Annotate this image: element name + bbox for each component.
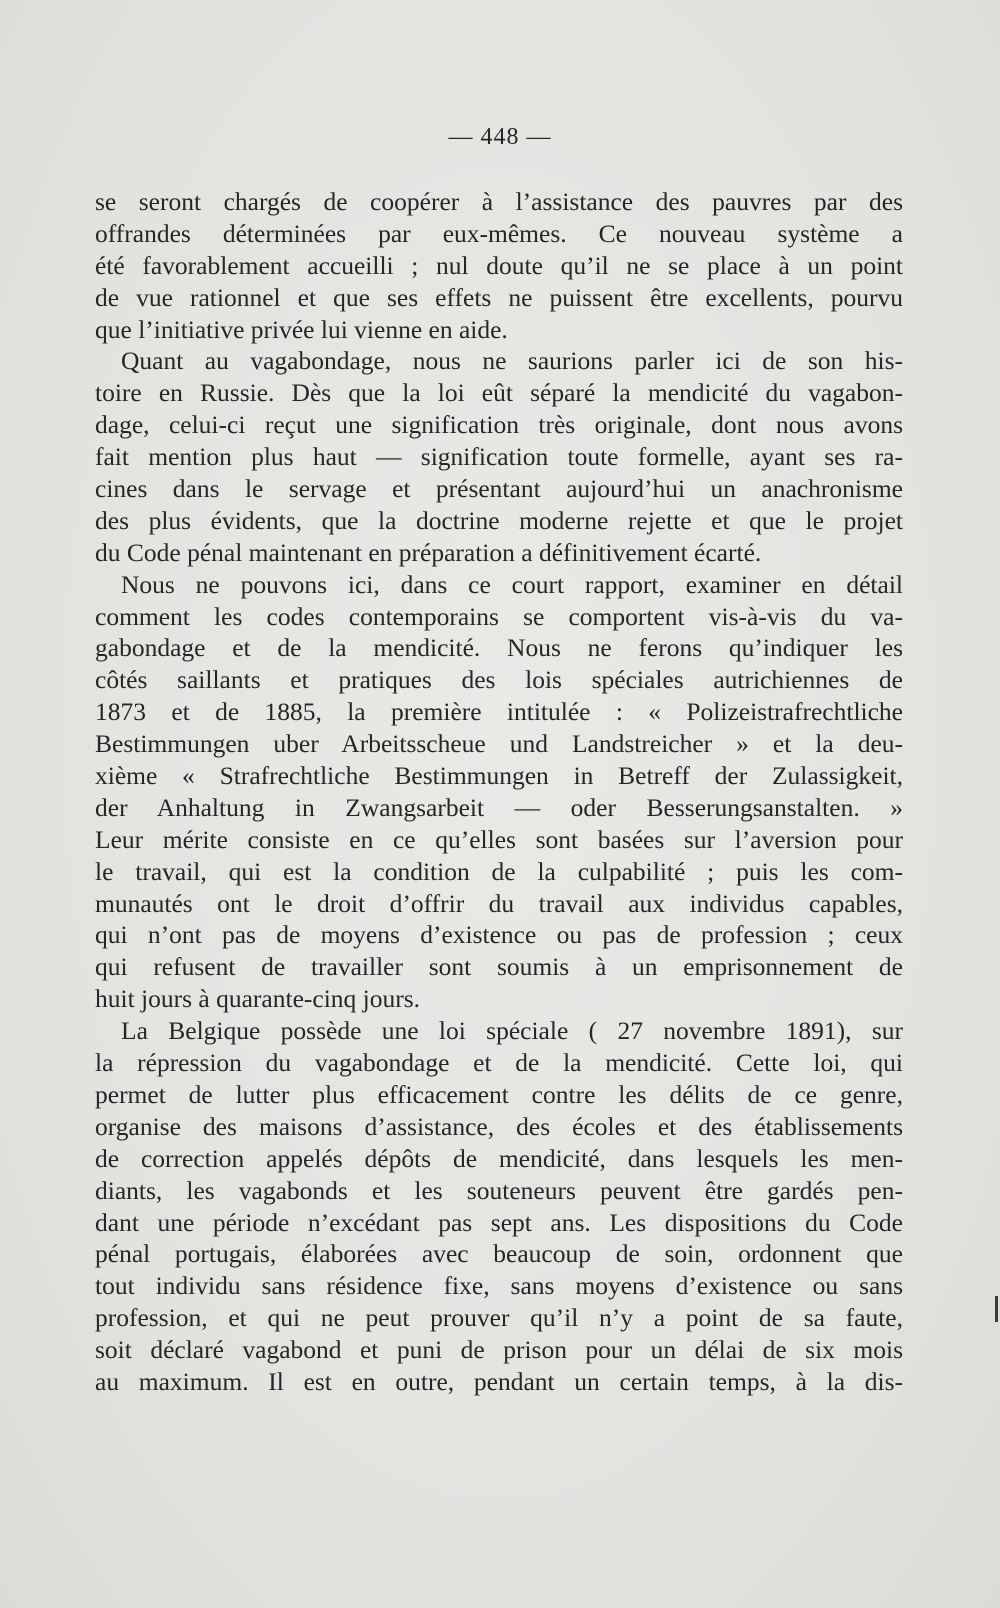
text-line: huit jours à quarante-cinq jours. bbox=[95, 984, 421, 1014]
text-line: offrandes déterminées par eux-mêmes. Ce nouveau système a bbox=[95, 218, 903, 248]
text-line: comment les codes contemporains se comportent vis-à-vis du va- bbox=[95, 601, 903, 631]
text-line: se seront chargés de coopérer à l’assistance des pauvres par des bbox=[95, 187, 903, 216]
text-line: au maximum. Il est en outre, pendant un certain temps, à la dis- bbox=[95, 1366, 903, 1396]
text-line: toire en Russie. Dès que la loi eût séparé la mendicité du vagabon- bbox=[95, 378, 903, 408]
text-line: Leur mérite consiste en ce qu’elles sont basées sur l’aversion pour bbox=[95, 824, 903, 854]
text-line: Bestimmungen uber Arbeitsscheue und Landstreicher » et la deu- bbox=[95, 729, 903, 759]
text-line: tout individu sans résidence fixe, sans moyens d’existence ou sans bbox=[95, 1271, 903, 1301]
text-line: été favorablement accueilli ; nul doute qu’il ne se place à un point bbox=[95, 250, 903, 280]
text-line: des plus évidents, que la doctrine moderne rejette et que le projet bbox=[95, 505, 903, 535]
page-edge-mark bbox=[995, 1296, 998, 1322]
text-line: fait mention plus haut — signification toute formelle, ayant ses ra- bbox=[95, 442, 903, 472]
text-line: dage, celui-ci reçut une signification très originale, dont nous avons bbox=[95, 410, 903, 440]
text-line: de correction appelés dépôts de mendicité, dans lesquels les men- bbox=[95, 1143, 903, 1173]
text-line: dant une période n’excédant pas sept ans. Les dispositions du Code bbox=[95, 1207, 903, 1237]
text-line: Quant au vagabondage, nous ne saurions parler ici de son his- bbox=[121, 346, 903, 376]
text-line: qui n’ont pas de moyens d’existence ou pas de profession ; ceux bbox=[95, 920, 903, 950]
text-line: xième « Strafrechtliche Bestimmungen in Betreff der Zulassigkeit, bbox=[95, 761, 903, 791]
text-line: Nous ne pouvons ici, dans ce court rapport, examiner en détail bbox=[121, 569, 903, 599]
text-line: soit déclaré vagabond et puni de prison pour un délai de six mois bbox=[95, 1335, 903, 1365]
text-line: diants, les vagabonds et les souteneurs peuvent être gardés pen- bbox=[95, 1175, 903, 1205]
text-line: La Belgique possède une loi spéciale ( 27 novembre 1891), sur bbox=[121, 1016, 903, 1046]
text-line: de vue rationnel et que ses effets ne puissent être excellents, pourvu bbox=[95, 282, 903, 312]
text-line: munautés ont le droit d’offrir du travail aux individus capables, bbox=[95, 888, 903, 918]
text-line: cines dans le servage et présentant aujourd’hui un anachronisme bbox=[95, 474, 903, 504]
text-line: 1873 et de 1885, la première intitulée : « Polizeistrafrechtliche bbox=[95, 697, 903, 727]
text-line: profession, et qui ne peut prouver qu’il n’y a point de sa faute, bbox=[95, 1303, 903, 1333]
text-line: le travail, qui est la condition de la culpabilité ; puis les com- bbox=[95, 856, 903, 886]
body-text bbox=[95, 186, 903, 1398]
text-line: la répression du vagabondage et de la mendicité. Cette loi, qui bbox=[95, 1048, 903, 1078]
text-line: der Anhaltung in Zwangsarbeit — oder Besserungsanstalten. » bbox=[95, 792, 903, 822]
text-line: permet de lutter plus efficacement contre les délits de ce genre, bbox=[95, 1079, 903, 1109]
text-line: côtés saillants et pratiques des lois spéciales autrichiennes de bbox=[95, 665, 903, 695]
text-line: du Code pénal maintenant en préparation a définitivement écarté. bbox=[95, 537, 762, 567]
page-number: — 448 — bbox=[448, 124, 552, 150]
text-line: que l’initiative privée lui vienne en aide. bbox=[95, 314, 508, 344]
text-line: pénal portugais, élaborées avec beaucoup de soin, ordonnent que bbox=[95, 1239, 903, 1269]
text-line: organise des maisons d’assistance, des écoles et des établissements bbox=[95, 1111, 903, 1141]
text-line: gabondage et de la mendicité. Nous ne ferons qu’indiquer les bbox=[95, 633, 903, 663]
text-line: qui refusent de travailler sont soumis à un emprisonnement de bbox=[95, 952, 903, 982]
